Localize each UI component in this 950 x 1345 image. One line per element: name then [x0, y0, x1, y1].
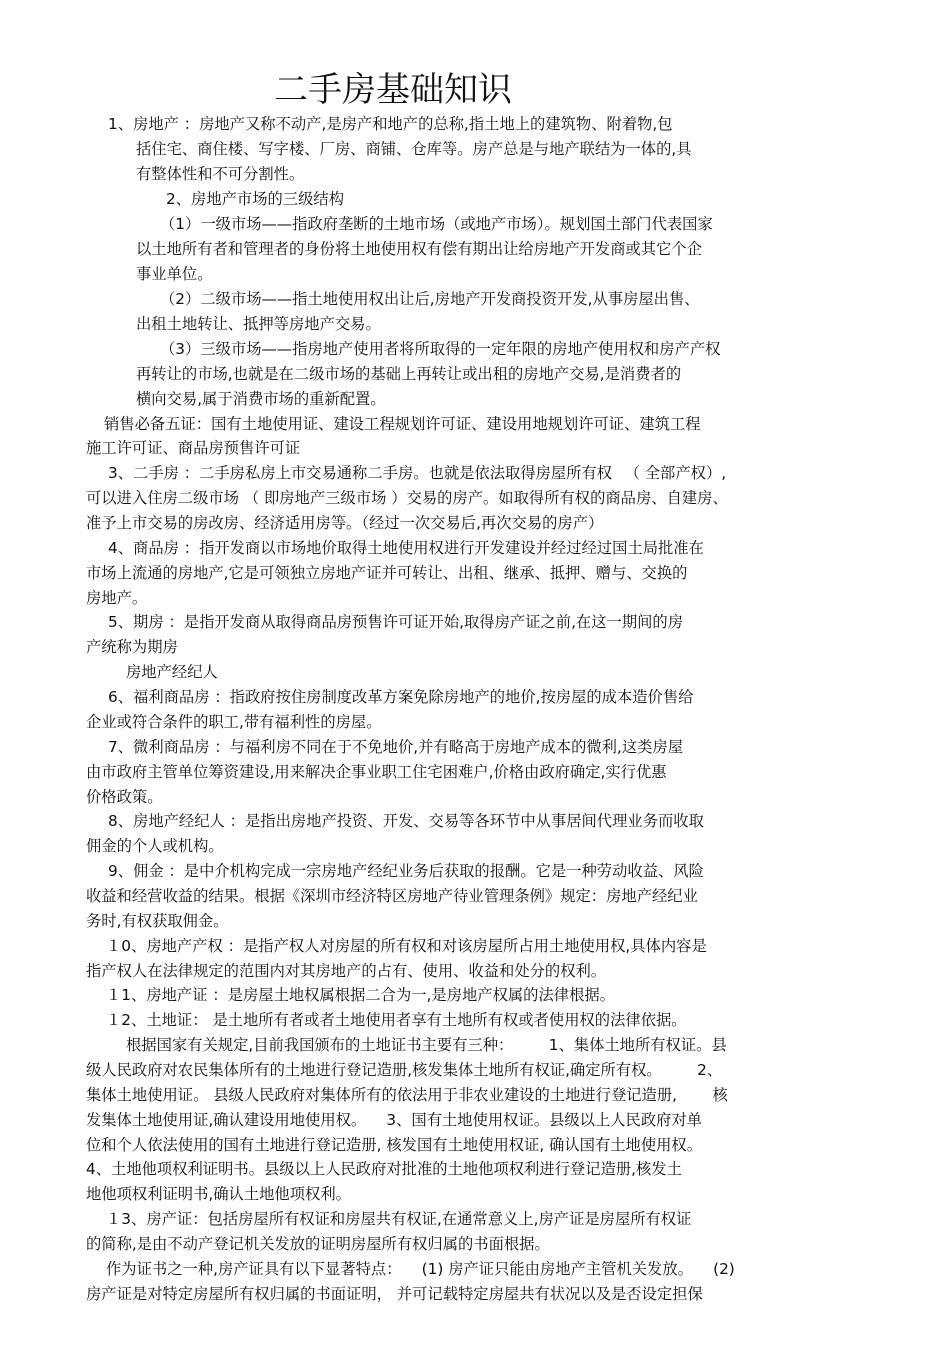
text-line: 2、房地产市场的三级结构	[166, 190, 344, 208]
text-line: 4、土地他项权利证明书。县级以上人民政府对批准的土地他项权利进行登记造册,核发土	[86, 1160, 682, 1178]
text-line: 施工许可证、商品房预售许可证	[86, 439, 301, 457]
text-line: 事业单位。	[136, 265, 213, 283]
text-line: １1、房地产证 ：是房屋土地权属根据二合为一,是房地产权属的法律根据。	[106, 986, 615, 1004]
text-line: 5、期房 ：是指开发商从取得商品房预售许可证开始,取得房产证之前,在这一期间的房	[108, 613, 684, 631]
text-line: 企业或符合条件的职工,带有福利性的房屋。	[86, 713, 382, 731]
text-line: 销售必备五证：国有土地使用证、建设工程规划许可证、建设用地规划许可证、建筑工程	[104, 415, 701, 433]
text-line: （1）一级市场——指政府垄断的土地市场（或地产市场）。规划国土部门代表国家	[160, 215, 713, 233]
text-line: １0、房地产产权 ：是指产权人对房屋的所有权和对该房屋所占用土地使用权,具体内容是	[106, 937, 707, 955]
text-line: 3、二手房 ：二手房私房上市交易通称二手房。也就是依法取得房屋所有权 （ 全部产权）,	[108, 464, 727, 482]
text-line: １2、土地证： 是土地所有者或者土地使用者享有土地所有权或者使用权的法律依据。	[106, 1011, 687, 1029]
text-line: 出租土地转让、抵押等房地产交易。	[136, 315, 381, 333]
text-line: 作为证书之一种,房产证具有以下显著特点： (1) 房产证只能由房地产主管机关发放。 (2)	[106, 1260, 735, 1278]
text-line: 根据国家有关规定,目前我国颁布的土地证书主要有三种： 1、集体土地所有权证。县	[126, 1036, 727, 1054]
text-line: 的简称,是由不动产登记机关发放的证明房屋所有权归属的书面根据。	[86, 1235, 550, 1253]
text-line: 级人民政府对农民集体所有的土地进行登记造册,核发集体土地所有权证,确定所有权。 2、	[86, 1061, 723, 1079]
text-line: 准予上市交易的房改房、经济适用房等。（经过一次交易后,再次交易的房产）	[86, 514, 604, 532]
text-line: 4、商品房 ：指开发商以市场地价取得土地使用权进行开发建设并经过经过国土局批准在	[108, 539, 704, 557]
text-line: 位和个人依法使用的国有土地进行登记造册, 核发国有土地使用权证, 确认国有土地使用权。	[86, 1136, 703, 1154]
text-line: 可以进入住房二级市场 （ 即房地产三级市场 ）交易的房产。如取得所有权的商品房、自建房、	[86, 489, 728, 507]
text-line: 再转让的市场,也就是在二级市场的基础上再转让或出租的房地产交易,是消费者的	[136, 365, 682, 383]
text-line: 收益和经营收益的结果。根据《深圳市经济特区房地产待业管理条例》规定：房地产经纪业	[86, 887, 698, 905]
text-line: 横向交易,属于消费市场的重新配置。	[136, 390, 386, 408]
text-line: 1、房地产 ：房地产又称不动产,是房产和地产的总称,指土地上的建筑物、附着物,包	[108, 115, 673, 133]
text-line: 由市政府主管单位筹资建设,用来解决企事业职工住宅困难户,价格由政府确定,实行优惠	[86, 763, 667, 781]
text-line: 有整体性和不可分割性。	[136, 165, 305, 183]
text-line: 8、房地产经纪人 ：是指出房地产投资、开发、交易等各环节中从事居间代理业务而收取	[108, 812, 704, 830]
text-line: 7、微利商品房 ：与福利房不同在于不免地价,并有略高于房地产成本的微利,这类房屋	[108, 738, 684, 756]
text-line: 价格政策。	[86, 788, 163, 806]
text-line: 括住宅、商住楼、写字楼、厂房、商铺、仓库等。房产总是与地产联结为一体的,具	[136, 140, 692, 158]
text-line: （2）二级市场——指土地使用权出让后,房地产开发商投资开发,从事房屋出售、	[160, 290, 700, 308]
text-line: （3）三级市场——指房地产使用者将所取得的一定年限的房地产使用权和房产产权	[160, 340, 721, 358]
text-line: 务时,有权获取佣金。	[86, 912, 229, 930]
text-line: 指产权人在法律规定的范围内对其房地产的占有、使用、收益和处分的权利。	[86, 962, 607, 980]
text-line: 9、佣金 ：是中介机构完成一宗房地产经纪业务后获取的报酬。它是一种劳动收益、风险	[108, 862, 704, 880]
text-line: 发集体土地使用证,确认建设用地使用权。 3、国有土地使用权证。县级以上人民政府对单	[86, 1111, 703, 1129]
text-line: 产统称为期房	[86, 638, 178, 656]
document-title: 二手房基础知识	[274, 70, 512, 110]
text-line: 6、福利商品房 ：指政府按住房制度改革方案免除房地产的地价,按房屋的成本造价售给	[108, 688, 694, 706]
text-line: 房地产经纪人	[126, 663, 218, 681]
text-line: 集体土地使用证。 县级人民政府对集体所有的依法用于非农业建设的土地进行登记造册, 核	[86, 1086, 728, 1104]
text-line: 以土地所有者和管理者的身份将土地使用权有偿有期出让给房地产开发商或其它个企	[136, 240, 702, 258]
text-line: 房地产。	[86, 589, 148, 607]
text-line: 佣金的个人或机构。	[86, 837, 224, 855]
text-line: 地他项权利证明书,确认土地他项权利。	[86, 1185, 351, 1203]
text-line: 房产证是对特定房屋所有权归属的书面证明， 并可记载特定房屋共有状况以及是否设定担保	[86, 1285, 703, 1303]
text-line: 市场上流通的房地产,它是可领独立房地产证并可转让、出租、继承、抵押、赠与、交换的	[86, 564, 688, 582]
text-line: １3、房产证：包括房屋所有权证和房屋共有权证,在通常意义上,房产证是房屋所有权证	[106, 1210, 692, 1228]
